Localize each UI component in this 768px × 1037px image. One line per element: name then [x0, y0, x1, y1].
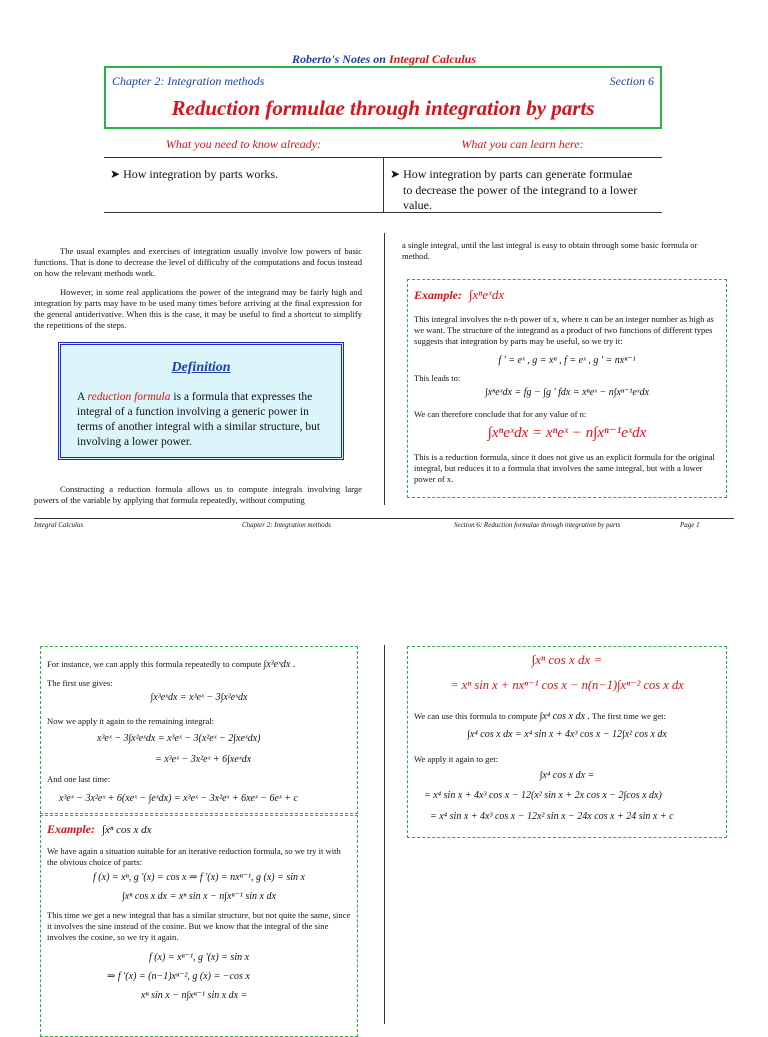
equation: = x⁴ sin x + 4x³ cos x − 12x² sin x − 24x cos x + 24 sin x + c	[430, 811, 674, 822]
equation: f (x) = xⁿ⁻¹, g '(x) = sin x	[148, 952, 250, 963]
column-divider	[384, 645, 385, 1024]
parts-choice: f ' = eˣ , g = xⁿ , f = eˣ , g ' = nxⁿ⁻¹	[498, 355, 636, 366]
learn-item: ➤ How integration by parts can generate formulae to decrease the power of the integrand to a lower value.	[390, 167, 638, 213]
example-text: This is a reduction formula, since it does not give us an explicit formula for the original integral, but reduces it to a formula that involves the same integral, but with a lower power of x.	[414, 452, 715, 485]
box-text: And one last time:	[47, 774, 111, 784]
example-box-1	[407, 279, 727, 498]
header-subject: Integral Calculus	[388, 52, 477, 66]
example-heading	[414, 287, 504, 303]
section-label: Section 6	[609, 74, 654, 88]
footer-rule	[34, 518, 734, 519]
box-text: We can use this formula to compute ∫x⁴ cos x dx . The first time we get:	[414, 711, 666, 722]
equation: = x⁴ sin x + 4x³ cos x − 12(x² sin x + 2x cos x − 2∫cos x dx)	[424, 790, 662, 801]
need-item: ➤ How integration by parts works.	[110, 167, 279, 181]
box-text: Now we apply it again to the remaining integral:	[47, 716, 215, 726]
equation: x³eˣ − 3∫x²eˣdx = x³eˣ − 3(x²eˣ − 2∫xeˣdx)	[97, 733, 261, 744]
box-text: The first use gives:	[47, 678, 113, 688]
equation: ∫xⁿeˣdx = fg − ∫g ' fdx = xⁿeˣ − n∫xⁿ⁻¹eˣdx	[484, 387, 650, 398]
example-text: We can therefore conclude that for any value of n:	[414, 409, 587, 419]
result-box	[407, 646, 727, 838]
bullet-icon: ➤	[110, 167, 121, 181]
equation: xⁿ sin x − n∫xⁿ⁻¹ sin x dx =	[141, 990, 248, 1001]
example-text: This time we get a new integral that has a similar structure, but not quite the same, since it involves the sine instead of the cosine. But we know that the integral of the sine involves the cosine, so we try it again.	[47, 910, 351, 943]
equation: ∫xⁿ cos x dx = xⁿ sin x − n∫xⁿ⁻¹ sin x dx	[122, 891, 276, 902]
equation: ⇒ f '(x) = (n−1)xⁿ⁻², g (x) = −cos x	[107, 971, 250, 982]
bullet-icon: ➤	[390, 167, 401, 181]
need-heading: What you need to know already:	[165, 137, 322, 151]
box-text: We apply it again to get:	[414, 754, 499, 764]
equation: ∫x³eˣdx = x³eˣ − 3∫x²eˣdx	[150, 692, 248, 703]
equation: f (x) = xⁿ, g '(x) = cos x ⇒ f '(x) = nxⁿ⁻¹, g (x) = sin x	[93, 872, 305, 883]
intro-text-2	[34, 484, 362, 506]
table-divider	[383, 157, 384, 213]
intro-continued: a single integral, until the last integral is easy to obtain through some basic formula or method.	[402, 240, 698, 262]
intro-paragraph: The usual examples and exercises of integration usually involve low powers of basic functions. That is done to decrease the level of difficulty of the computations and focus instead on how the relevant methods work.	[34, 246, 362, 279]
worked-example-box	[40, 646, 358, 814]
example-label: Example:	[414, 288, 462, 302]
example-heading	[47, 822, 152, 837]
equation: ∫x⁴ cos x dx =	[539, 770, 595, 781]
header-prefix: Roberto's Notes on	[291, 52, 386, 66]
reduction-result: ∫xⁿeˣdx = xⁿeˣ − n∫xⁿ⁻¹eˣdx	[487, 425, 647, 441]
equation: x³eˣ − 3x²eˣ + 6(xeˣ − ∫eˣdx) = x³eˣ − 3x²eˣ + 6xeˣ − 6eˣ + c	[59, 793, 298, 804]
example-label: Example:	[47, 822, 95, 836]
page-title: Reduction formulae through integration by parts	[171, 96, 595, 120]
box-text: For instance, we can apply this formula repeatedly to compute ∫x³eˣdx .	[47, 659, 296, 670]
chapter-line	[112, 74, 654, 89]
footer-right: Section 6: Reduction formulae through integration by parts	[454, 521, 621, 529]
intro-paragraph: Constructing a reduction formula allows us to compute integrals involving large powers of the variable by applying that formula repeatedly, without computing	[34, 484, 362, 506]
footer-center: Chapter 2: Integration methods	[242, 521, 331, 529]
equation: ∫x⁴ cos x dx = x⁴ sin x + 4x³ cos x − 12∫x² cos x dx	[467, 729, 667, 740]
reduction-result: = xⁿ sin x + nxⁿ⁻¹ cos x − n(n−1)∫xⁿ⁻² cos x dx	[450, 678, 684, 692]
learn-heading: What you can learn here:	[461, 137, 584, 151]
definition-text: A reduction formula is a formula that expresses the integral of a function involving a generic power in terms of another integral with a similar structure, but involving a lower power.	[77, 391, 321, 448]
footer-page: Page 1	[680, 521, 700, 529]
example-text: This leads to:	[414, 373, 461, 383]
prerequisites-table	[104, 134, 662, 213]
intro-text	[34, 246, 362, 331]
definition-title: Definition	[171, 360, 231, 375]
example-integral: ∫xⁿeˣdx	[469, 287, 505, 302]
page-header	[0, 52, 768, 67]
equation: = x³eˣ − 3x²eˣ + 6∫xeˣdx	[155, 754, 252, 765]
footer-left: Integral Calculus	[34, 521, 84, 529]
example-text: This integral involves the n-th power of x, where n can be an integer number as high as we want. The structure of the integrand as a product of two functions of different types suggests that integration by parts may be useful, so we try it:	[414, 314, 714, 347]
intro-paragraph: However, in some real applications the power of the integrand may be fairly high and integration by parts may have to be used many times before arriving at the final expression for the general antiderivative. When this is the case, it may be useful to find a shortcut to simplify the repetitions of the steps.	[34, 286, 362, 331]
column-divider	[384, 233, 385, 505]
example-text: We have again a situation suitable for an iterative reduction formula, so we try it with the obvious choice of parts:	[47, 846, 341, 868]
example-box-2	[40, 815, 358, 1037]
example-integral: ∫xⁿ cos x dx	[102, 824, 152, 836]
definition-box	[58, 342, 344, 460]
chapter-title-box	[104, 66, 662, 129]
definition-term: reduction formula	[87, 391, 171, 403]
chapter-label: Chapter 2: Integration methods	[112, 74, 265, 88]
reduction-result: ∫xⁿ cos x dx =	[531, 652, 603, 667]
